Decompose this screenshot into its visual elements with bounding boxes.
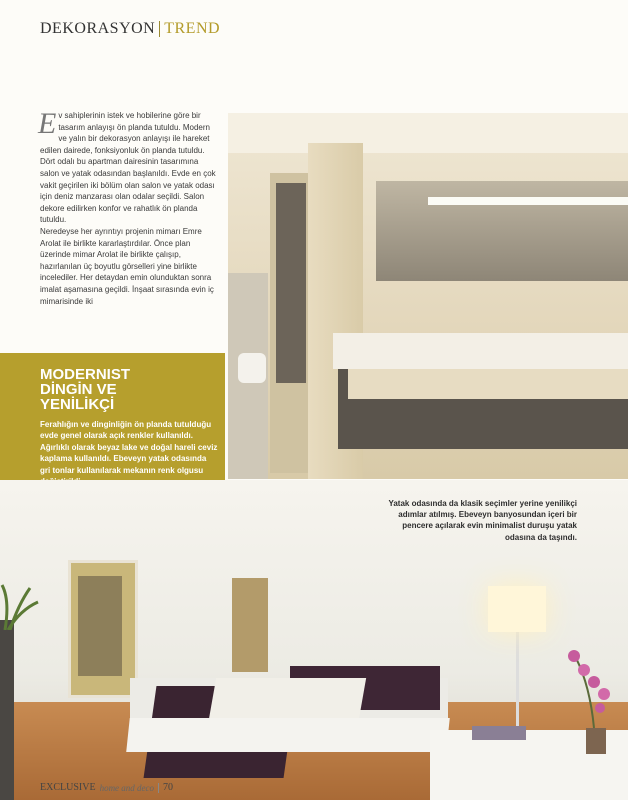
article-body [38,107,218,307]
footer-divider [158,783,159,793]
page-footer [40,782,173,793]
vanity-open-shelf [348,369,628,399]
bathroom-photo [228,113,628,479]
orchid-pot [586,728,606,754]
drop-cap: E [38,107,57,140]
sink-counter [333,333,628,369]
pull-quote-body: Ferahlığın ve dinginliğin ön planda tutulduğu evde genel olarak açık renkler kullanıldı. Ağırlıklı olarak beyaz lake ve doğal hareli ceviz kaplama kullanıldı. Ebeveyn yatak odasında gri tonlar kullanılarak mekanın renk olgusu [40,420,218,475]
pull-quote-title-line: MODERNIST [40,366,130,383]
mirror-light-strip [428,197,628,205]
paragraph-1-text: v sahiplerinin istek ve hobilerine göre bir tasarım anlayışı ön planda tutuldu. Modern ve yalın bir dekorasyon anlayışı ile hareket edilen dairede, fonksiyonluk ön planda tutuldu. Dört odalı bu apartman dairesinin tasarımına salon ve yatak odasından başlanıldı. Evde en çok vakit geçirilen iki bölüm olan salon ve yatak odası için deniz manzarası olan odalar seçildi. Salon dekore edilirken konfor ve rahatlık ön planda tutuldu. [40,111,216,225]
lamp-icon [488,586,546,632]
article-paragraph-1 [38,107,218,226]
orchid-icon [560,646,620,728]
pull-quote-title-line: YENİLİKÇİ [40,396,115,413]
niche-shelves [78,576,122,676]
bed-base [126,718,450,752]
plant-icon [0,580,40,630]
footer-brand: EXCLUSIVE [40,782,96,793]
section-header [40,20,220,38]
subsection-title: TREND [164,20,221,37]
photo-caption: Yatak odasında da klasik seçimler yerine yenilikçi adımlar atılmış. Ebeveyn banyosundan içeri bir pencere açılarak evin minimalist duruşu yatak odasına da taşındı. [388,499,577,542]
bathroom-mirror [376,181,628,281]
bathroom-ceiling [228,113,628,153]
pull-quote-title [40,367,220,412]
section-title: DEKORASYON [40,20,156,37]
article-paragraph-2: Neredeyse her ayrıntıyı projenin mimarı Emre Arolat ile birlikte kararlaştırdılar. Önce plan üzerinde mimar Arolat ile birlikte çalışıp, hazırlanılan üç boyutlu görselleri yine birlikte incelediler. Her detaydan emin olunduktan sonra imalat aşamasına geçildi. İnşaat sırasında evin iç mimarisinde iki [40,226,214,306]
toilet [238,353,266,383]
header-divider [159,21,160,37]
page-number: 70 [163,782,174,793]
pull-quote-title-line: DİNGİN VE [40,381,117,398]
book [472,726,526,740]
bedroom-dark-wall [0,620,14,800]
bedroom-doorway [232,578,268,672]
footer-tagline: home and deco [99,782,155,793]
bathroom-dark-panel [276,183,306,383]
